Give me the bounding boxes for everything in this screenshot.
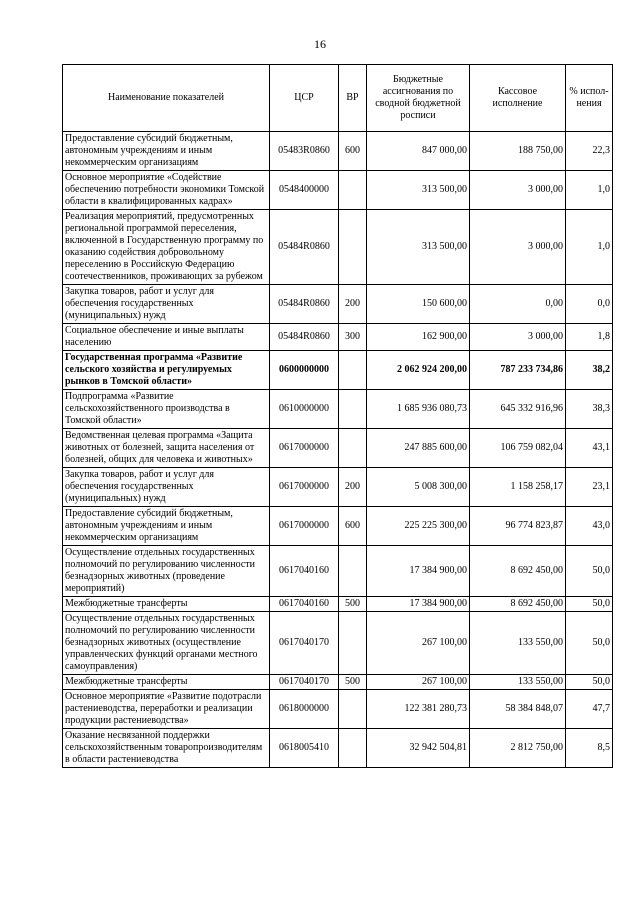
table-row (63, 507, 613, 546)
row-vr-cell (339, 171, 367, 210)
header-vr: ВР (339, 65, 367, 132)
budget-execution-table (62, 64, 613, 768)
row-execution-cell: 58 384 848,07 (470, 690, 566, 729)
row-budget-cell: 267 100,00 (367, 675, 470, 690)
header-budget: Бюджетные ассигнования по сводной бюджетной росписи (367, 65, 470, 132)
row-vr-cell (339, 429, 367, 468)
row-csr-cell: 0617040170 (270, 612, 339, 675)
row-percent-cell: 1,0 (566, 171, 613, 210)
row-vr-cell: 600 (339, 507, 367, 546)
row-percent-cell: 50,0 (566, 612, 613, 675)
row-csr-cell: 0617000000 (270, 468, 339, 507)
row-name-cell: Закупка товаров, работ и услуг для обеспечения государственных (муниципальных) нужд (63, 468, 270, 507)
row-budget-cell: 17 384 900,00 (367, 597, 470, 612)
row-vr-cell: 200 (339, 468, 367, 507)
row-budget-cell: 122 381 280,73 (367, 690, 470, 729)
row-percent-cell: 38,2 (566, 351, 613, 390)
page-number: 16 (314, 37, 326, 51)
table-row (63, 210, 613, 285)
table-row (63, 390, 613, 429)
row-execution-cell: 3 000,00 (470, 210, 566, 285)
row-execution-cell: 133 550,00 (470, 612, 566, 675)
row-name-cell: Оказание несвязанной поддержки сельскохозяйственным товаропроизводителям в области растениеводства (63, 729, 270, 768)
row-percent-cell: 8,5 (566, 729, 613, 768)
row-execution-cell: 106 759 082,04 (470, 429, 566, 468)
row-execution-cell: 3 000,00 (470, 171, 566, 210)
row-csr-cell: 0610000000 (270, 390, 339, 429)
row-execution-cell: 8 692 450,00 (470, 546, 566, 597)
row-percent-cell: 50,0 (566, 597, 613, 612)
row-budget-cell: 225 225 300,00 (367, 507, 470, 546)
row-vr-cell: 600 (339, 132, 367, 171)
row-percent-cell: 1,8 (566, 324, 613, 351)
row-percent-cell: 43,0 (566, 507, 613, 546)
row-csr-cell: 0618000000 (270, 690, 339, 729)
row-vr-cell: 300 (339, 324, 367, 351)
row-execution-cell: 1 158 258,17 (470, 468, 566, 507)
row-percent-cell: 38,3 (566, 390, 613, 429)
row-percent-cell: 23,1 (566, 468, 613, 507)
row-vr-cell (339, 612, 367, 675)
row-budget-cell: 32 942 504,81 (367, 729, 470, 768)
row-csr-cell: 0617000000 (270, 507, 339, 546)
table-row (63, 612, 613, 675)
row-csr-cell: 0617040160 (270, 597, 339, 612)
row-budget-cell: 847 000,00 (367, 132, 470, 171)
row-name-cell: Реализация мероприятий, предусмотренных региональной программой переселения, включенной в Государственную программу по оказанию содействия добровольному переселению в Российскую Федерацию соотечественников, проживающих за рубежом (63, 210, 270, 285)
row-vr-cell: 500 (339, 597, 367, 612)
table-row (63, 675, 613, 690)
row-budget-cell: 150 600,00 (367, 285, 470, 324)
row-execution-cell: 3 000,00 (470, 324, 566, 351)
row-execution-cell: 645 332 916,96 (470, 390, 566, 429)
row-percent-cell: 47,7 (566, 690, 613, 729)
row-execution-cell: 188 750,00 (470, 132, 566, 171)
row-csr-cell: 0600000000 (270, 351, 339, 390)
row-csr-cell: 0617040170 (270, 675, 339, 690)
table-row (63, 132, 613, 171)
row-csr-cell: 05484R0860 (270, 324, 339, 351)
row-vr-cell: 200 (339, 285, 367, 324)
row-budget-cell: 5 008 300,00 (367, 468, 470, 507)
row-csr-cell: 0548400000 (270, 171, 339, 210)
header-csr: ЦСР (270, 65, 339, 132)
row-name-cell: Предоставление субсидий бюджетным, автономным учреждениям и иным некоммерческим организациям (63, 507, 270, 546)
header-execution: Кассовое исполнение (470, 65, 566, 132)
row-name-cell: Подпрограмма «Развитие сельскохозяйственного производства в Томской области» (63, 390, 270, 429)
row-name-cell: Закупка товаров, работ и услуг для обеспечения государственных (муниципальных) нужд (63, 285, 270, 324)
row-budget-cell: 162 900,00 (367, 324, 470, 351)
row-vr-cell (339, 690, 367, 729)
row-name-cell: Основное мероприятие «Развитие подотрасли растениеводства, переработки и реализации продукции растениеводства» (63, 690, 270, 729)
row-percent-cell: 0,0 (566, 285, 613, 324)
table-row (63, 285, 613, 324)
row-percent-cell: 50,0 (566, 675, 613, 690)
table-row (63, 546, 613, 597)
row-name-cell: Социальное обеспечение и иные выплаты населению (63, 324, 270, 351)
table-header-row (63, 65, 613, 132)
row-execution-cell: 96 774 823,87 (470, 507, 566, 546)
table-row (63, 171, 613, 210)
table-body (63, 132, 613, 768)
row-percent-cell: 1,0 (566, 210, 613, 285)
row-budget-cell: 17 384 900,00 (367, 546, 470, 597)
table-row (63, 351, 613, 390)
row-name-cell: Предоставление субсидий бюджетным, автономным учреждениям и иным некоммерческим организациям (63, 132, 270, 171)
table-row (63, 468, 613, 507)
row-vr-cell (339, 729, 367, 768)
row-budget-cell: 313 500,00 (367, 171, 470, 210)
row-execution-cell: 2 812 750,00 (470, 729, 566, 768)
row-vr-cell: 500 (339, 675, 367, 690)
row-csr-cell: 05484R0860 (270, 285, 339, 324)
table-row (63, 690, 613, 729)
row-name-cell: Межбюджетные трансферты (63, 675, 270, 690)
row-budget-cell: 313 500,00 (367, 210, 470, 285)
table-row (63, 429, 613, 468)
row-percent-cell: 50,0 (566, 546, 613, 597)
table-row (63, 324, 613, 351)
row-csr-cell: 0617040160 (270, 546, 339, 597)
row-name-cell: Межбюджетные трансферты (63, 597, 270, 612)
row-name-cell: Государственная программа «Развитие сельского хозяйства и регулируемых рынков в Томской области» (63, 351, 270, 390)
row-execution-cell: 787 233 734,86 (470, 351, 566, 390)
row-name-cell: Осуществление отдельных государственных полномочий по регулированию численности безнадзорных животных (проведение мероприятий) (63, 546, 270, 597)
row-csr-cell: 0618005410 (270, 729, 339, 768)
row-percent-cell: 43,1 (566, 429, 613, 468)
row-budget-cell: 267 100,00 (367, 612, 470, 675)
table-row (63, 729, 613, 768)
row-budget-cell: 1 685 936 080,73 (367, 390, 470, 429)
row-execution-cell: 0,00 (470, 285, 566, 324)
row-name-cell: Осуществление отдельных государственных полномочий по регулированию численности безнадзорных животных (осуществление управленческих функций органами местного самоуправления) (63, 612, 270, 675)
row-budget-cell: 2 062 924 200,00 (367, 351, 470, 390)
row-name-cell: Ведомственная целевая программа «Защита животных от болезней, защита населения от болезней, общих для человека и животных» (63, 429, 270, 468)
row-csr-cell: 05484R0860 (270, 210, 339, 285)
row-percent-cell: 22,3 (566, 132, 613, 171)
row-csr-cell: 0617000000 (270, 429, 339, 468)
row-vr-cell (339, 546, 367, 597)
header-percent: % испол-нения (566, 65, 613, 132)
row-execution-cell: 133 550,00 (470, 675, 566, 690)
header-name: Наименование показателей (63, 65, 270, 132)
row-vr-cell (339, 390, 367, 429)
table-row (63, 597, 613, 612)
row-csr-cell: 05483R0860 (270, 132, 339, 171)
row-budget-cell: 247 885 600,00 (367, 429, 470, 468)
row-vr-cell (339, 210, 367, 285)
row-name-cell: Основное мероприятие «Содействие обеспечению потребности экономики Томской области в квалифицированных кадрах» (63, 171, 270, 210)
row-execution-cell: 8 692 450,00 (470, 597, 566, 612)
row-vr-cell (339, 351, 367, 390)
